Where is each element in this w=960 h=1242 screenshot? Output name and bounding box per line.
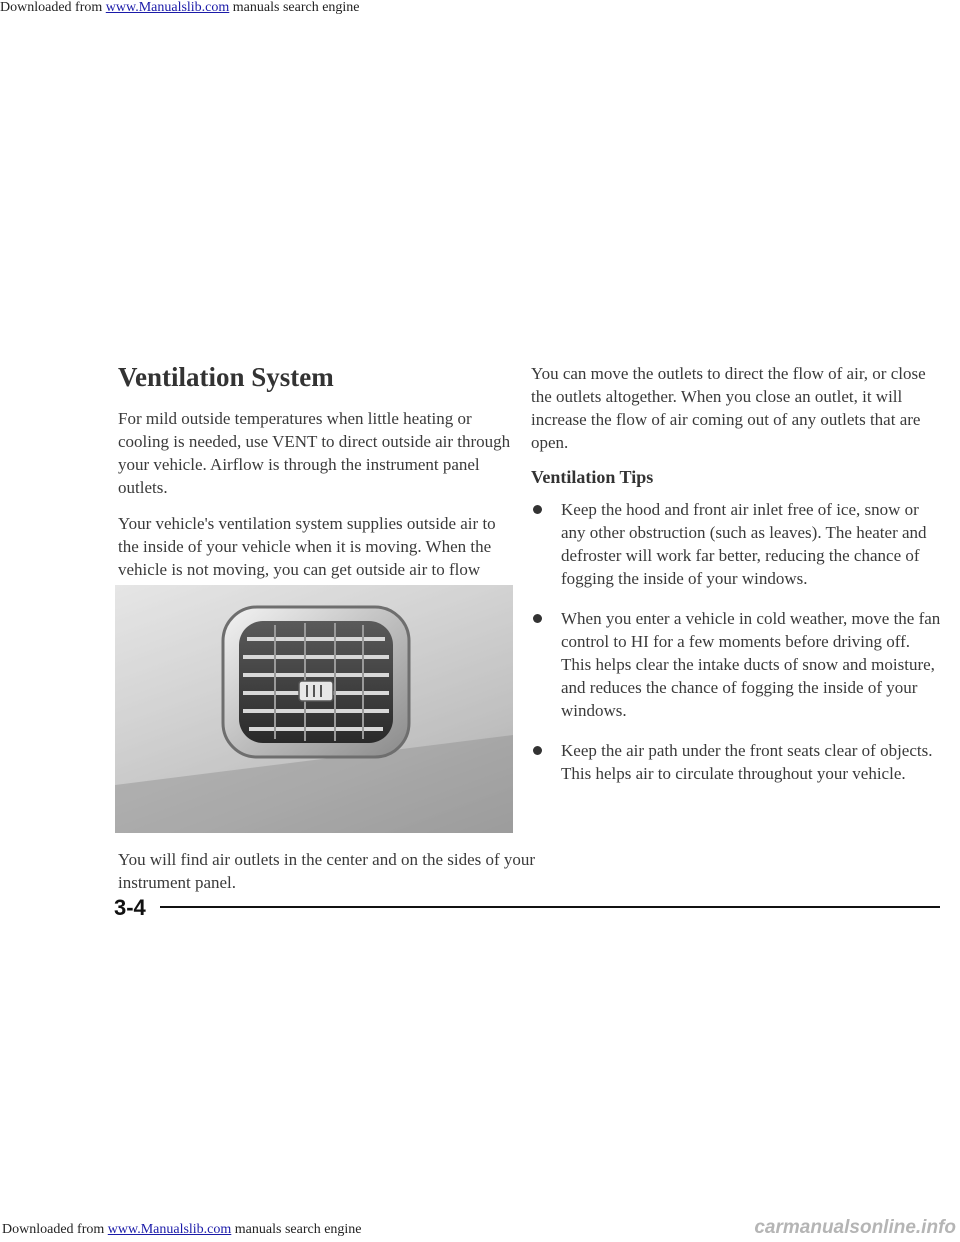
banner-suffix: manuals search engine xyxy=(229,0,360,15)
page-number: 3-4 xyxy=(114,895,146,920)
download-banner xyxy=(0,0,360,16)
bullet-icon xyxy=(533,614,542,623)
paragraph-outlets: You can move the outlets to direct the flow of air, or close the outlets altogether. When you close an outlet, it will increase the flow of air coming out of any outlets that are open. xyxy=(531,364,926,452)
air-outlet-illustration xyxy=(115,585,513,833)
list-item xyxy=(531,739,941,785)
list-item xyxy=(531,498,941,590)
photo-caption: You will find air outlets in the center and on the sides of your instrument panel. xyxy=(118,850,536,892)
left-column xyxy=(118,362,513,617)
download-footer xyxy=(2,1222,362,1238)
paragraph-ventilation-system: Your vehicle's ventilation system supplies outside air to the inside of your vehicle when it is moving. When the vehicle is not moving, you can get outside air to flow xyxy=(118,514,496,580)
bullet-icon xyxy=(533,746,542,755)
paragraph-mild-temps: For mild outside temperatures when little heating or cooling is needed, use VENT to direct outside air through your vehicle. Airflow is through the instrument panel outlets. xyxy=(118,409,511,498)
tips-list xyxy=(531,498,941,785)
manualslib-footer-link[interactable]: www.Manualslib.com xyxy=(107,1222,232,1237)
watermark-text: carmanualsonline.info xyxy=(754,1217,956,1238)
bullet-icon xyxy=(533,505,542,514)
air-outlet-photo xyxy=(115,585,513,833)
manualslib-link[interactable]: www.Manualslib.com xyxy=(105,0,230,15)
right-column xyxy=(531,362,941,802)
footer-divider xyxy=(160,906,940,908)
tip-text: Keep the air path under the front seats clear of objects. This helps air to circulate throughout your vehicle. xyxy=(561,741,933,783)
footer-prefix: Downloaded from xyxy=(2,1222,108,1237)
footer-suffix: manuals search engine xyxy=(231,1222,362,1237)
list-item xyxy=(531,607,941,722)
tips-title: Ventilation Tips xyxy=(531,467,654,487)
section-title: Ventilation System xyxy=(118,362,334,392)
banner-prefix: Downloaded from xyxy=(0,0,106,15)
tip-text: When you enter a vehicle in cold weather, move the fan control to HI for a few moments before driving off. This helps clear the intake ducts of snow and moisture, and reduces the chance of fogging the inside of your windows. xyxy=(561,609,941,720)
tip-text: Keep the hood and front air inlet free of ice, snow or any other obstruction (such as leaves). The heater and defroster will work far better, reducing the chance of fogging the inside of your windows. xyxy=(561,500,927,588)
